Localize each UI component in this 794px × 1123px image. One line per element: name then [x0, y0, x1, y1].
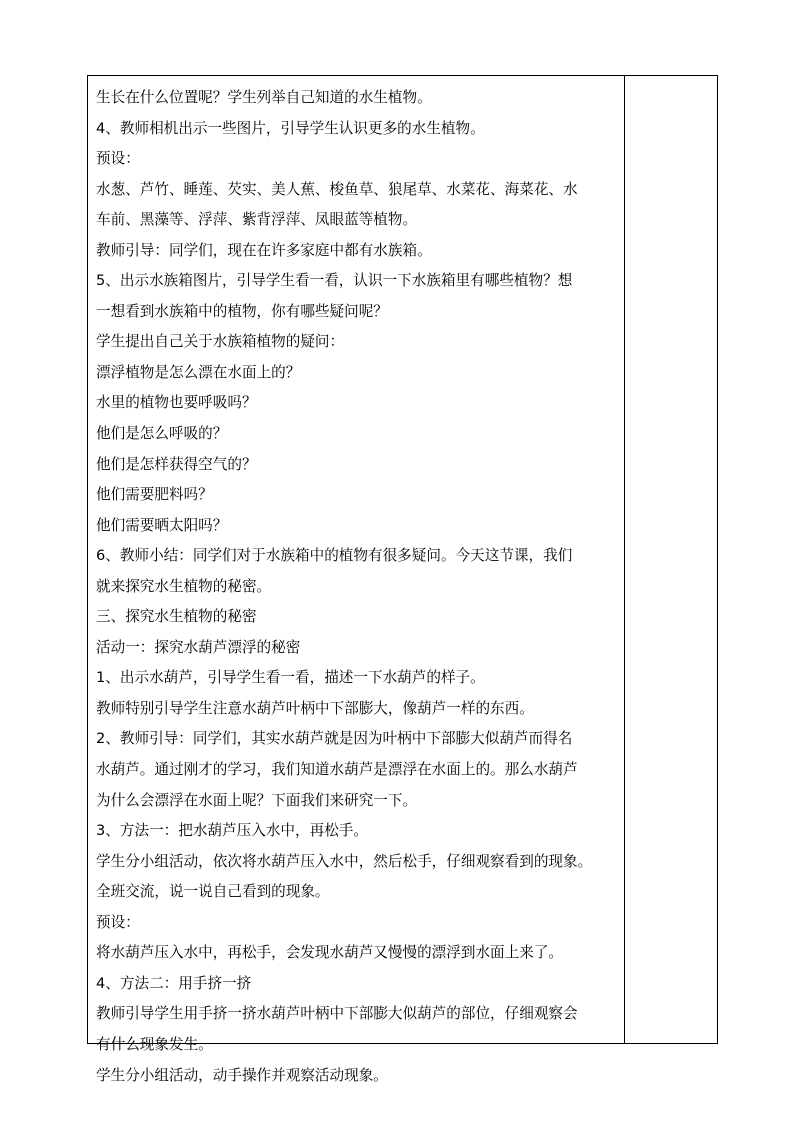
text-line: 他们是怎样获得空气的？: [96, 455, 257, 473]
text-line: 有什么现象发生。: [96, 1035, 213, 1053]
text-line: 他们需要肥料吗？: [96, 486, 213, 504]
text-line: 1、出示水葫芦，引导学生看一看，描述一下水葫芦的样子。: [96, 669, 485, 687]
notes-cell: [625, 76, 717, 1043]
text-line: 全班交流，说一说自己看到的现象。: [96, 883, 330, 901]
lesson-table: [87, 75, 718, 1084]
text-line: 4、方法二：用手挤一挤: [96, 974, 252, 992]
lesson-content-cell: [88, 76, 625, 1084]
text-line: 他们需要晒太阳吗？: [96, 516, 228, 534]
text-line: 车前、黑藻等、浮萍、紫背浮萍、凤眼蓝等植物。: [96, 211, 418, 229]
lesson-text: [96, 83, 621, 1091]
text-line: 教师引导学生用手挤一挤水葫芦叶柄中下部膨大似葫芦的部位，仔细观察会: [96, 1005, 578, 1023]
text-line: 三、探究水生植物的秘密: [96, 608, 257, 626]
text-line: 5、出示水族箱图片，引导学生看一看，认识一下水族箱里有哪些植物？想: [96, 272, 573, 290]
text-line: 4、教师相机出示一些图片，引导学生认识更多的水生植物。: [96, 119, 485, 137]
text-line: 学生分小组活动，依次将水葫芦压入水中，然后松手，仔细观察看到的现象。: [96, 852, 593, 870]
text-line: 2、教师引导：同学们，其实水葫芦就是因为叶柄中下部膨大似葫芦而得名: [96, 730, 573, 748]
text-line: 水葱、芦竹、睡莲、芡实、美人蕉、梭鱼草、狼尾草、水菜花、海菜花、水: [96, 180, 578, 198]
text-line: 学生提出自己关于水族箱植物的疑问：: [96, 333, 345, 351]
text-line: 学生分小组活动，动手操作并观察活动现象。: [96, 1066, 388, 1084]
text-line: 3、方法一：把水葫芦压入水中，再松手。: [96, 822, 368, 840]
text-line: 漂浮植物是怎么漂在水面上的？: [96, 363, 301, 381]
text-line: 预设：: [96, 913, 140, 931]
text-line: 为什么会漂浮在水面上呢？下面我们来研究一下。: [96, 791, 418, 809]
text-line: 生长在什么位置呢？学生列举自己知道的水生植物。: [96, 89, 432, 106]
text-line: 水葫芦。通过刚才的学习，我们知道水葫芦是漂浮在水面上的。那么水葫芦: [96, 761, 578, 779]
text-line: 他们是怎么呼吸的？: [96, 425, 228, 443]
text-line: 教师特别引导学生注意水葫芦叶柄中下部膨大，像葫芦一样的东西。: [96, 699, 534, 717]
text-line: 将水葫芦压入水中，再松手，会发现水葫芦又慢慢的漂浮到水面上来了。: [96, 944, 564, 962]
text-line: 预设：: [96, 150, 140, 168]
text-line: 就来探究水生植物的秘密。: [96, 577, 272, 595]
text-line: 一想看到水族箱中的植物，你有哪些疑问呢？: [96, 302, 388, 320]
text-line: 教师引导：同学们，现在在许多家庭中都有水族箱。: [96, 241, 432, 259]
text-line: 水里的植物也要呼吸吗？: [96, 394, 257, 412]
text-line: 活动一：探究水葫芦漂浮的秘密: [96, 638, 301, 656]
text-line: 6、教师小结：同学们对于水族箱中的植物有很多疑问。今天这节课，我们: [96, 547, 573, 565]
